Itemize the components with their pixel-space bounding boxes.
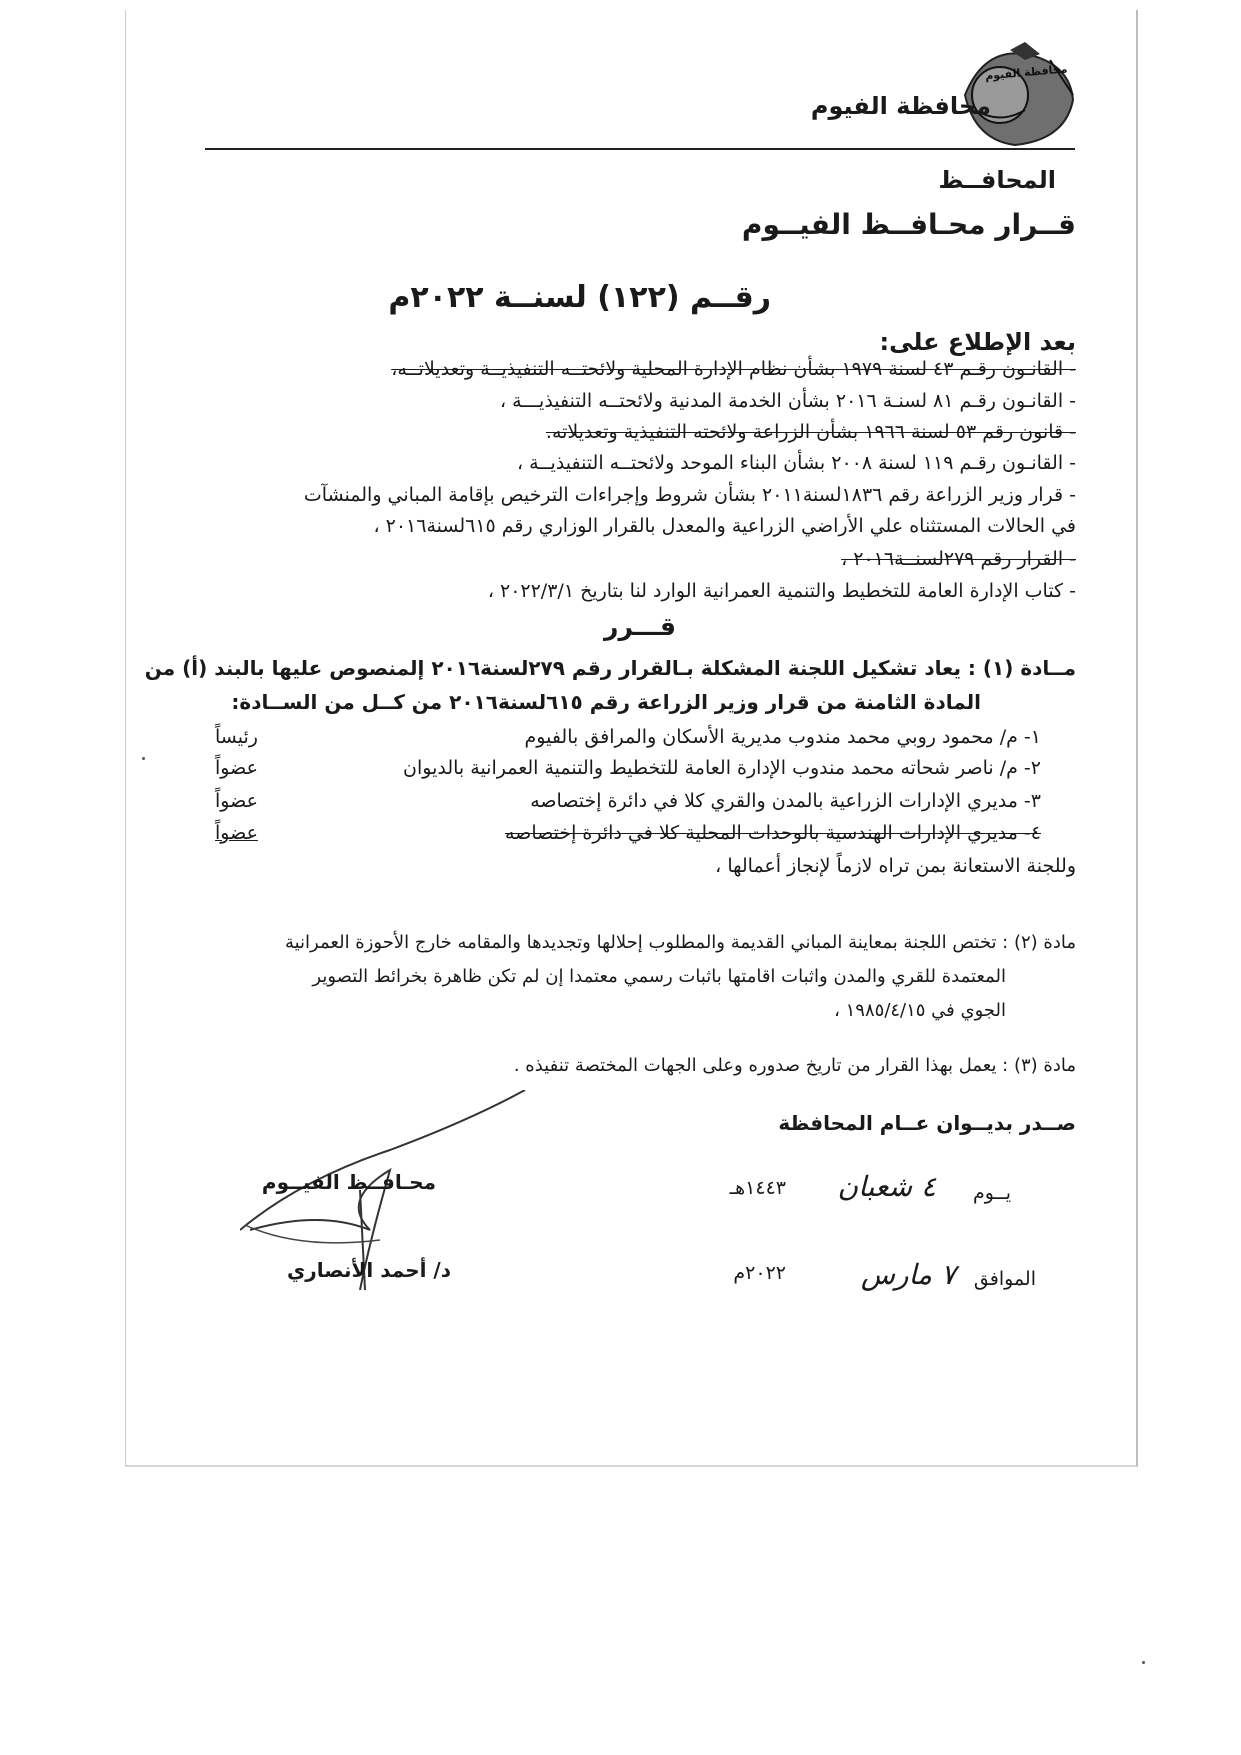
issued-at: صــدر بديــوان عــام المحافظة [778,1111,1076,1135]
hijri-day-handwritten: ٤ شعبان [837,1170,936,1203]
preamble-item: - القرار رقم ٢٧٩لسنــة٢٠١٦ ، [841,548,1076,570]
committee-member [530,790,1041,812]
committee-member [403,757,1041,779]
gregorian-year: ٢٠٢٢م [733,1262,786,1284]
preamble-item: في الحالات المستثناه علي الأراضي الزراعية والمعدل بالقرار الوزاري رقم ٦١٥لسنة٢٠١٦ ، [373,515,1076,537]
article-1-line-1: مــادة (١) : يعاد تشكيل اللجنة المشكلة بـالقرار رقم ٢٧٩لسنة٢٠١٦ إلمنصوص عليها بالبند (أ) من [144,656,1076,680]
office-title: المحافــظ [938,166,1056,194]
member-text: ٣- مديري الإدارات الزراعية بالمدن والقري كلا في دائرة إختصاصه [530,790,1041,812]
committee-member [505,822,1041,844]
header-divider [205,148,1075,150]
signer-title: محـافــظ الفيــوم [261,1170,436,1194]
decree-number: رقــم (١٢٢) لسنــة ٢٠٢٢م [388,280,771,315]
article-1-line-2: المادة الثامنة من قرار وزير الزراعة رقم ٦١٥لسنة٢٠١٦ من كــل من الســادة: [231,690,981,714]
scan-speck [142,757,145,760]
article-2-line-2: المعتمدة للقري والمدن واثبات اقامتها باثبات رسمي معتمدا إن لم تكن ظاهرة بخرائط التصوير [312,966,1006,987]
preamble-item: - كتاب الإدارة العامة للتخطيط والتنمية العمرانية الوارد لنا بتاريخ ٢٠٢٢/٣/١ ، [487,580,1076,602]
preamble-item: - القانـون رقـم ٤٣ لسنة ١٩٧٩ بشأن نظام الإدارة المحلية ولائحتــه التنفيذيــة وتعديلاتــه، [391,358,1076,380]
article-2-line-3: الجوي في ١٩٨٥/٤/١٥ ، [834,1000,1006,1021]
decides-heading: قـــرر [604,612,676,641]
decision-title: قــرار محـافــظ الفيــوم [741,208,1076,241]
gregorian-label: الموافق [973,1268,1036,1290]
logo-text: محافظة الفيوم [984,62,1068,83]
preamble-item: - قانون رقم ٥٣ لسنة ١٩٦٦ بشأن الزراعة ولائحته التنفيذية وتعديلاته. [545,421,1076,443]
preamble-item: - قرار وزير الزراعة رقم ١٨٣٦لسنة٢٠١١ بشأن شروط وإجراءات الترخيص بإقامة المباني والمنشآت [303,484,1076,506]
day-label: يــوم [973,1182,1011,1204]
committee-member [525,726,1042,748]
preamble-item: - القانـون رقـم ١١٩ لسنة ٢٠٠٨ بشأن البناء الموحد ولائحتــه التنفيذيــة ، [516,452,1076,474]
preamble-heading: بعد الإطلاع على: [879,328,1076,356]
governorate-name: محافظة الفيوم [810,92,991,120]
member-role: عضواً [215,790,258,812]
scan-speck [1142,1661,1145,1664]
member-role: رئيساً [215,726,258,748]
hijri-year: ١٤٤٣هـ [729,1177,786,1199]
article-3-line-1: مادة (٣) : يعمل بهذا القرار من تاريخ صدوره وعلى الجهات المختصة تنفيذه . [513,1055,1076,1076]
preamble-item: - القانـون رقـم ٨١ لسنـة ٢٠١٦ بشأن الخدمة المدنية ولائحتــه التنفيذيـــة ، [499,390,1076,412]
member-role: عضواً [215,757,258,779]
article-2-line-1: مادة (٢) : تختص اللجنة بمعاينة المباني القديمة والمطلوب إحلالها وتجديدها والمقامه خارج الأحوزة العمرانية [284,932,1076,953]
member-text: ١- م/ محمود روبي محمد مندوب مديرية الأسكان والمرافق بالفيوم [524,726,1041,748]
member-text: ٤- مديري الإدارات الهندسية بالوحدات المحلية كلا في دائرة إختصاصه [505,822,1041,844]
signer-name: د/ أحمد الأنصاري [286,1258,451,1282]
gregorian-day-handwritten: ٧ مارس [860,1258,956,1291]
committee-closing: وللجنة الاستعانة بمن تراه لازماً لإنجاز أعمالها ، [715,855,1076,877]
member-role: عضواً [215,822,258,844]
member-text: ٢- م/ ناصر شحاته محمد مندوب الإدارة العامة للتخطيط والتنمية العمرانية بالديوان [403,757,1041,779]
